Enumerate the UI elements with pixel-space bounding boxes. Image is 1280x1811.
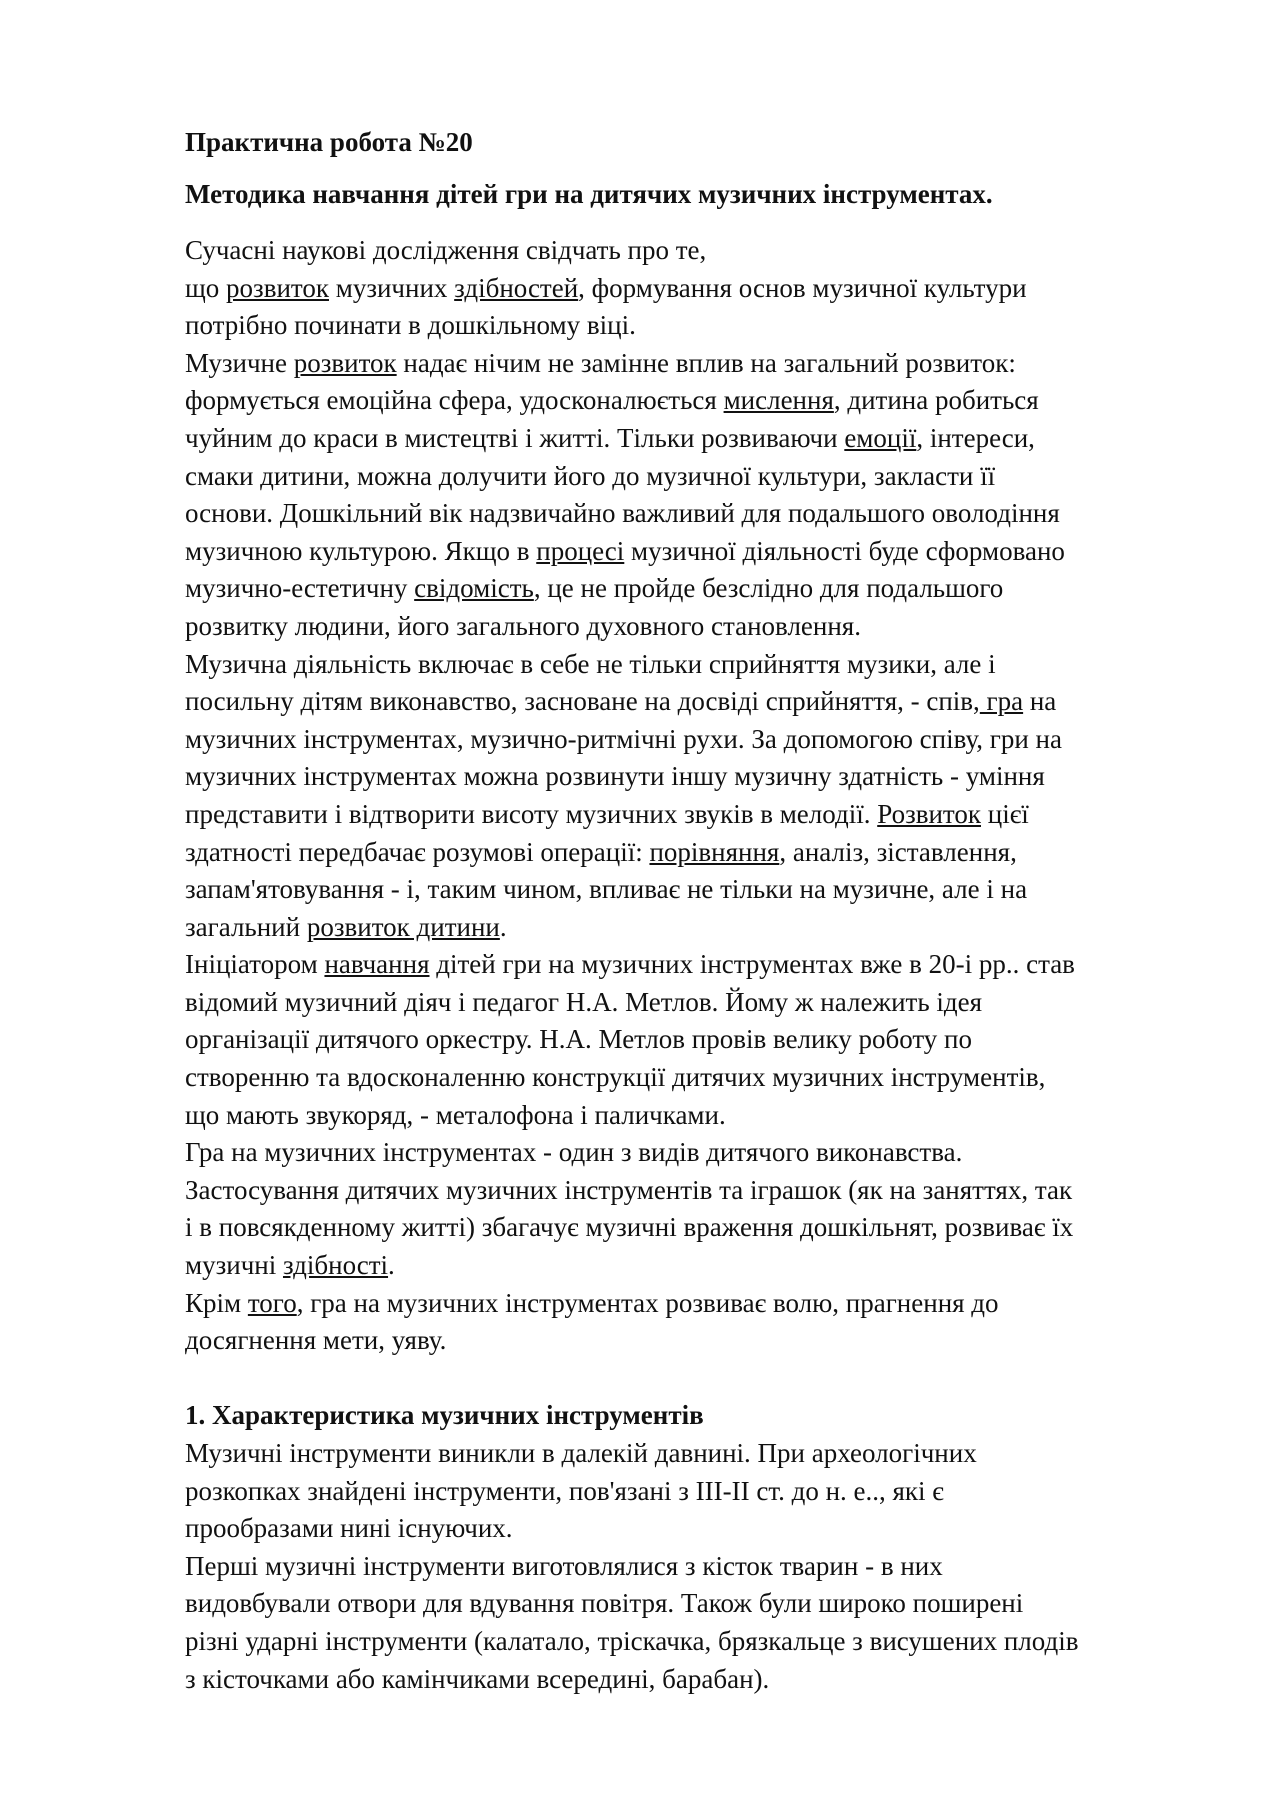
underlined-term: мислення: [723, 385, 834, 416]
underlined-term: навчання: [324, 949, 430, 980]
underlined-term: розвиток: [293, 347, 397, 378]
text-run: .: [388, 1250, 395, 1281]
underlined-term: процесі: [536, 535, 625, 566]
paragraph: [185, 1134, 1205, 1284]
text-run: , дитина робиться чуйним до краси в мистецтві і житті. Тільки розвиваючи: [185, 385, 1039, 453]
underlined-term: розвиток: [226, 272, 329, 303]
underlined-term: здібностей: [454, 272, 579, 303]
text-run: Крім: [185, 1287, 248, 1318]
text-run: на музичних інструментах, музично-ритмічні рухи. За допомогою співу, гри на музичних інструментах можна розвинути іншу музичну здатність - уміння представити і відтворити висоту музичних звуків в мелодії.: [185, 686, 1062, 829]
text-run: Сучасні наукові дослідження свідчать про те, що: [185, 235, 707, 303]
paragraph: [185, 232, 1205, 345]
text-run: Музична діяльність включає в себе не тільки сприйняття музики, але і посильну дітям виконавство, засноване на досвіді сприйняття, - спів,: [185, 648, 996, 717]
text-run: музичної діяльності буде сформовано музично-естетичну: [185, 535, 1065, 604]
paragraph: [185, 1285, 1205, 1360]
paragraph: Перші музичні інструменти виготовлялися з кісток тварин - в них видовбували отвори для вдування повітря. Також були широко поширені різні ударні інструменти (калатало, тріскачка, брязкальце з висушених плодів з кісточками або камінчиками всередині, барабан).: [185, 1550, 1079, 1694]
text-run: Музичне: [185, 347, 294, 378]
text-run: музичних: [328, 272, 455, 303]
document-subtitle: Методика навчання дітей гри на дитячих музичних інструментах.: [185, 179, 993, 209]
spacer: [185, 1360, 1205, 1398]
text-run: , аналіз, зіставлення, запам'ятовування - і, таким чином, впливає не тільки на музичне, але і на загальний: [185, 836, 1028, 942]
paragraph: [185, 946, 1205, 1134]
text-run: , інтереси, смаки дитини, можна долучити його до музичної культури, закласти її основи. Дошкільний вік надзвичайно важливий для подальшого оволодіння музичною культурою. Якщо в: [185, 422, 1060, 566]
text-run: Ініціатором: [185, 949, 325, 980]
paragraph: [185, 345, 1205, 646]
underlined-term: гра: [979, 686, 1024, 717]
text-run: , це не пройде безслідно для подальшого розвитку людини, його загального духовного становлення.: [185, 573, 1004, 641]
underlined-term: порівняння: [649, 836, 780, 867]
text-run: цієї здатності передбачає розумові операції:: [185, 798, 1029, 867]
text-run: , формування основ музичної культури потрібно починати в дошкільному віці.: [185, 272, 1027, 341]
underlined-term: емоції: [844, 422, 917, 453]
underlined-term: того: [247, 1287, 297, 1318]
document-page: [185, 124, 1205, 1698]
text-run: , гра на музичних інструментах розвиває волю, прагнення до досягнення мети, уяву.: [185, 1287, 999, 1356]
underlined-term: свідомість: [414, 573, 534, 604]
document-title: Практична робота №20: [185, 127, 473, 157]
underlined-term: здібності: [282, 1250, 389, 1281]
text-run: Гра на музичних інструментах - один з видів дитячого виконавства. Застосування дитячих музичних інструментів та іграшок (як на заняттях, так і в повсякденному житті) збагачує музичні враження дошкільнят, розвиває їх музичні: [185, 1137, 1074, 1281]
underlined-term: розвиток дитини: [306, 911, 500, 942]
text-run: .: [499, 911, 507, 942]
paragraph: [185, 646, 1205, 947]
paragraph: Музичні інструменти виникли в далекій давнині. При археологічних розкопках знайдені інструменти, пов'язані з III-II ст. до н. е.., які є прообразами нині існуючих.: [185, 1438, 977, 1544]
intro-body: [185, 232, 1205, 1360]
text-run: надає нічим не замінне вплив на загальний розвиток: формується емоційна сфера, удосконалюється: [185, 347, 1016, 416]
underlined-term: Розвиток: [877, 798, 981, 829]
section-body: [185, 1435, 1205, 1698]
section-heading: 1. Характеристика музичних інструментів: [185, 1400, 704, 1431]
text-run: дітей гри на музичних інструментах вже в 20-і рр.. став відомий музичний діяч і педагог Н.А. Метлов. Йому ж належить ідея організації дитячого оркестру. Н.А. Метлов провів велику роботу по створенню та вдосконаленню конструкції дитячих музичних інструментів, що мають звукоряд, - металофона і паличками.: [185, 949, 1075, 1130]
